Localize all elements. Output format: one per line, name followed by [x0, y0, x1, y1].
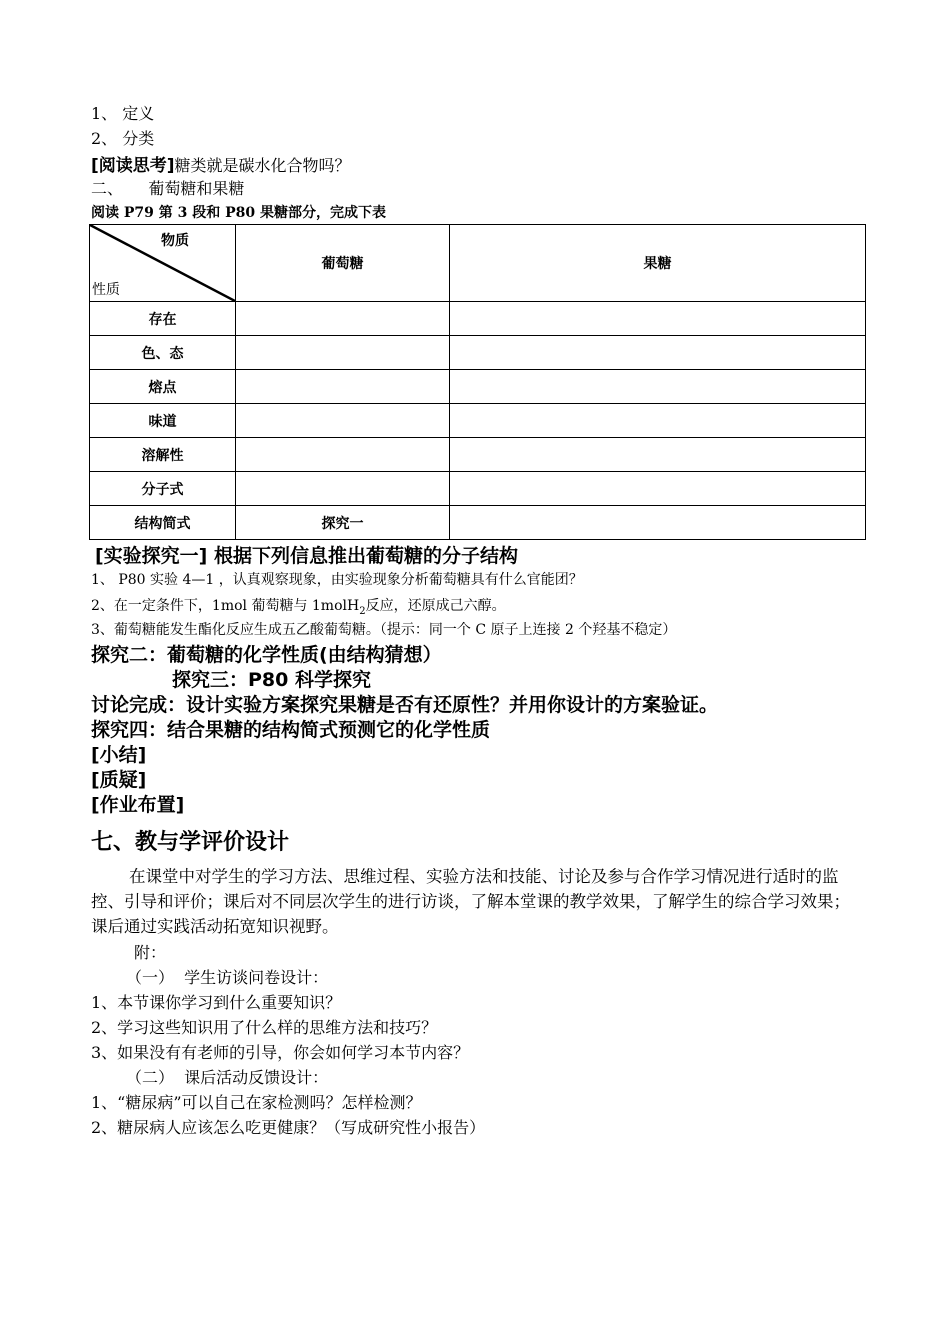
- interview-question-1: 1、本节课你学习到什么重要知识？: [91, 993, 342, 1012]
- reading-think: [91, 151, 351, 176]
- row-label: 熔点: [90, 370, 236, 404]
- row-label: 溶解性: [90, 438, 236, 472]
- subsection-feedback: （二） 课后活动反馈设计：: [126, 1068, 329, 1087]
- cell-fructose[interactable]: [450, 472, 866, 506]
- cell-fructose[interactable]: [450, 438, 866, 472]
- table-intro: 阅读 P79 第 3 段和 P80 果糖部分，完成下表: [91, 205, 387, 221]
- cell-glucose[interactable]: [236, 336, 450, 370]
- cell-glucose[interactable]: [236, 302, 450, 336]
- explore-4: 探究四：结合果糖的结构简式预测它的化学性质: [91, 719, 491, 741]
- discussion: 讨论完成：设计实验方案探究果糖是否有还原性？并用你设计的方案验证。: [91, 694, 719, 716]
- header-fructose: 果糖: [450, 225, 866, 302]
- interview-question-2: 2、学习这些知识用了什么样的思维方法和技巧？: [91, 1018, 438, 1037]
- interview-question-3: 3、如果没有有老师的引导，你会如何学习本节内容？: [91, 1043, 470, 1062]
- cell-fructose[interactable]: [450, 370, 866, 404]
- question-heading: [质疑]: [91, 769, 147, 791]
- exp1-item-2-tail: 反应，还原成己六醇。: [365, 598, 506, 614]
- exp1-item-3: 3、葡萄糖能发生酯化反应生成五乙酸葡萄糖。（提示：同一个 C 原子上连接 2 个羟基不稳定）: [91, 622, 677, 638]
- header-glucose: 葡萄糖: [236, 225, 450, 302]
- row-label: 色、态: [90, 336, 236, 370]
- summary-heading: [小结]: [91, 744, 147, 766]
- properties-table: [89, 224, 866, 540]
- subsection-interview: （一） 学生访谈问卷设计：: [126, 968, 329, 987]
- header-property: 性质: [92, 282, 120, 298]
- table-header-diagonal-cell: [90, 225, 236, 302]
- item-definition: 1、 定义: [91, 104, 155, 123]
- exp1-item-2: [91, 595, 506, 617]
- cell-glucose[interactable]: [236, 404, 450, 438]
- row-label: 存在: [90, 302, 236, 336]
- feedback-item-2: 2、糖尿病人应该怎么吃更健康？（写成研究性小报告）: [91, 1118, 486, 1137]
- cell-fructose[interactable]: [450, 506, 866, 540]
- row-label: 味道: [90, 404, 236, 438]
- exp1-item-2-subscript: 2: [359, 605, 366, 617]
- explore-3: 探究三：P80 科学探究: [172, 669, 371, 691]
- section-7-title: 七、教与学评价设计: [91, 830, 290, 855]
- appendix-label: 附：: [134, 943, 167, 962]
- cell-glucose[interactable]: [236, 472, 450, 506]
- cell-glucose[interactable]: [236, 370, 450, 404]
- cell-fructose[interactable]: [450, 404, 866, 438]
- homework-heading: [作业布置]: [91, 794, 185, 816]
- evaluation-paragraph: 在课堂中对学生的学习方法、思维过程、实验方法和技能、讨论及参与合作学习情况进行适时的监控、引导和评价；课后对不同层次学生的进行访谈，了解本堂课的教学效果，了解学生的综合学习效果；课后通过实践活动拓宽知识视野。: [91, 867, 850, 936]
- item-classification: 2、 分类: [91, 129, 155, 148]
- cell-fructose[interactable]: [450, 336, 866, 370]
- exp1-item-2-text: 2、在一定条件下，1mol 葡萄糖与 1molH: [91, 598, 360, 614]
- cell-explore-one: 探究一: [236, 506, 450, 540]
- row-label: 分子式: [90, 472, 236, 506]
- explore-2: 探究二：葡萄糖的化学性质(由结构猜想）: [91, 644, 442, 666]
- feedback-item-1: 1、“糖尿病”可以自己在家检测吗？怎样检测？: [91, 1093, 422, 1112]
- cell-glucose[interactable]: [236, 438, 450, 472]
- reading-text: 糖类就是碳水化合物吗？: [174, 156, 351, 175]
- experiment-1-title: [实验探究一] 根据下列信息推出葡萄糖的分子结构: [95, 545, 518, 567]
- exp1-item-1: 1、 P80 实验 4—1 ，认真观察现象，由实验现象分析葡萄糖具有什么官能团？: [91, 572, 583, 588]
- section-2-title: 二、 葡萄糖和果糖: [91, 179, 245, 198]
- cell-fructose[interactable]: [450, 302, 866, 336]
- reading-tag: [阅读思考]: [91, 156, 175, 176]
- row-label: 结构简式: [90, 506, 236, 540]
- header-substance: 物质: [161, 233, 189, 249]
